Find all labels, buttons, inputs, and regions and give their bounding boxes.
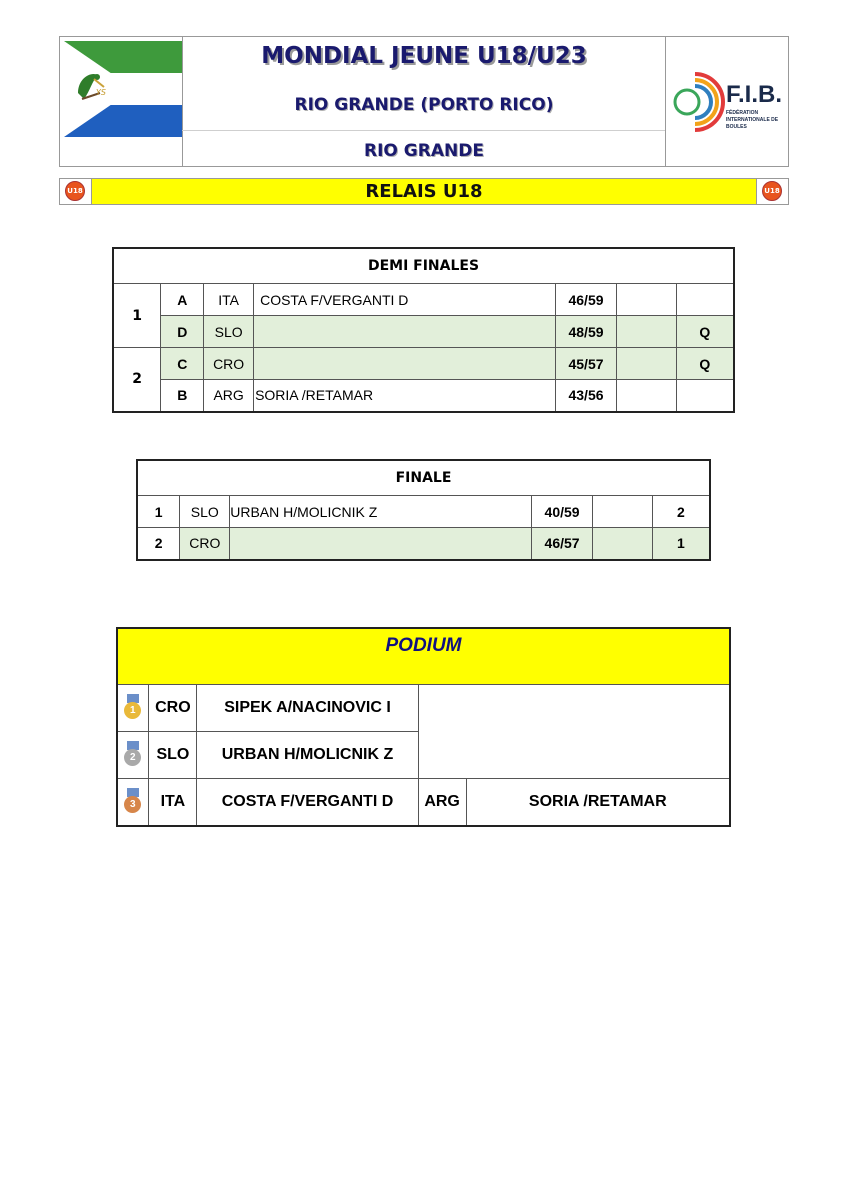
- podium-row-first: [117, 685, 730, 732]
- table-row: [113, 348, 734, 380]
- page-title: MONDIAL JEUNE U18/U23: [261, 43, 587, 69]
- final-title: FINALE: [137, 460, 710, 496]
- gold-medal-icon: 1: [122, 694, 144, 722]
- score: 48/59: [556, 316, 617, 348]
- fib-logo-subtext: FÉDÉRATION INTERNATIONALE DE BOULES: [726, 110, 779, 130]
- players-name: [230, 528, 532, 560]
- country-code: SLO: [180, 496, 230, 528]
- table-row: [137, 528, 710, 560]
- players-name: [254, 316, 556, 348]
- u18-badge-icon: U18: [65, 181, 85, 201]
- equatorial-guinea-flag-icon: [64, 41, 182, 137]
- players-name: COSTA F/VERGANTI D: [197, 779, 418, 826]
- fib-logo-icon: [669, 70, 723, 134]
- country-code: ITA: [149, 779, 197, 826]
- medal-cell: [117, 779, 149, 826]
- semi-finals-title: DEMI FINALES: [113, 248, 734, 284]
- semi-finals-table: [112, 247, 735, 413]
- score: 40/59: [532, 496, 593, 528]
- table-row: [113, 284, 734, 316]
- flag-cell: [60, 37, 183, 166]
- score: 46/59: [556, 284, 617, 316]
- fib-logo-cell: [665, 37, 788, 166]
- players-name: URBAN H/MOLICNIK Z: [197, 732, 418, 779]
- team-letter: A: [161, 284, 204, 316]
- players-name: SORIA /RETAMAR: [254, 380, 556, 412]
- country-code: ITA: [204, 284, 254, 316]
- table-row: [113, 380, 734, 412]
- podium-title: PODIUM: [117, 628, 730, 685]
- players-name: [254, 348, 556, 380]
- qualified-mark: Q: [676, 316, 734, 348]
- score: 43/56: [556, 380, 617, 412]
- country-code: CRO: [180, 528, 230, 560]
- players-name: SORIA /RETAMAR: [466, 779, 730, 826]
- final-rank: 1: [652, 528, 710, 560]
- table-row: [137, 496, 710, 528]
- podium-row-third: [117, 779, 730, 826]
- qualified-mark: Q: [676, 348, 734, 380]
- medal-cell: [117, 732, 149, 779]
- empty-cell: [593, 496, 653, 528]
- qualified-mark: [676, 284, 734, 316]
- qualified-mark: [676, 380, 734, 412]
- team-number: 2: [137, 528, 180, 560]
- team-letter: B: [161, 380, 204, 412]
- table-row: [113, 316, 734, 348]
- group-number: 1: [113, 284, 161, 348]
- players-name: COSTA F/VERGANTI D: [254, 284, 556, 316]
- empty-cell: [418, 685, 730, 779]
- empty-cell: [616, 348, 676, 380]
- team-number: 1: [137, 496, 180, 528]
- team-letter: C: [161, 348, 204, 380]
- silver-medal-icon: 2: [122, 741, 144, 769]
- bronze-medal-icon: 3: [122, 788, 144, 816]
- country-code: ARG: [418, 779, 466, 826]
- event-bar: [59, 178, 789, 205]
- score: 45/57: [556, 348, 617, 380]
- empty-cell: [616, 380, 676, 412]
- header-block: [59, 36, 789, 167]
- players-name: SIPEK A/NACINOVIC I: [197, 685, 418, 732]
- final-rank: 2: [652, 496, 710, 528]
- empty-cell: [616, 316, 676, 348]
- country-code: SLO: [204, 316, 254, 348]
- country-code: ARG: [204, 380, 254, 412]
- event-title: RELAIS U18: [365, 181, 483, 202]
- header-divider: [182, 130, 666, 131]
- badge-left: [60, 179, 92, 204]
- location-label: RIO GRANDE: [364, 141, 484, 161]
- fib-logo-text: F.I.B.: [726, 81, 783, 108]
- empty-cell: [616, 284, 676, 316]
- badge-right: [756, 179, 788, 204]
- medal-cell: [117, 685, 149, 732]
- svg-text:YS: YS: [96, 88, 106, 97]
- team-letter: D: [161, 316, 204, 348]
- empty-cell: [593, 528, 653, 560]
- u18-badge-icon: U18: [762, 181, 782, 201]
- venue-subtitle: RIO GRANDE (PORTO RICO): [294, 95, 554, 115]
- country-code: CRO: [149, 685, 197, 732]
- country-code: SLO: [149, 732, 197, 779]
- score: 46/57: [532, 528, 593, 560]
- country-code: CRO: [204, 348, 254, 380]
- group-number: 2: [113, 348, 161, 412]
- final-table: [136, 459, 711, 561]
- players-name: URBAN H/MOLICNIK Z: [230, 496, 532, 528]
- podium-table: [116, 627, 731, 827]
